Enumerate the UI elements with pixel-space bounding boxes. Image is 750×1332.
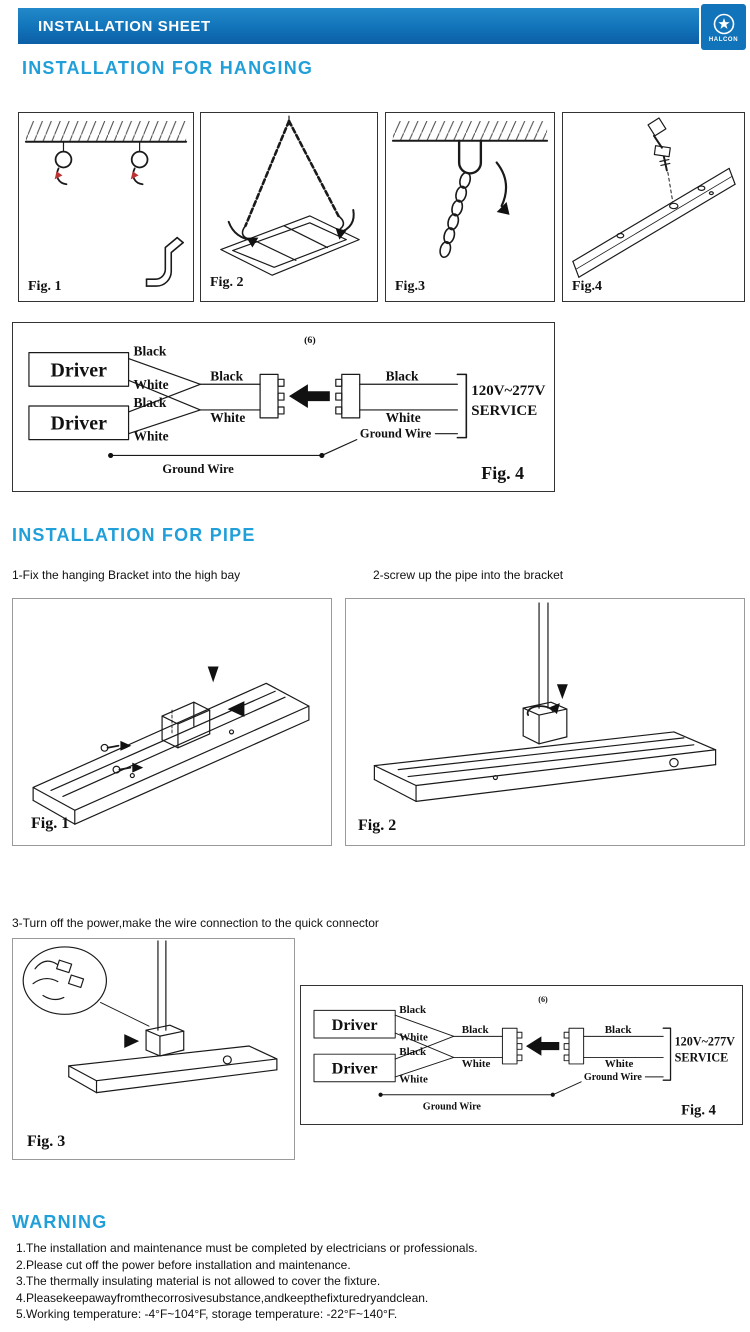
frame — [221, 216, 359, 275]
wire-label-white-2: White — [399, 1073, 428, 1086]
wire-label-black-2: Black — [133, 395, 167, 410]
pipe-bracket — [523, 702, 567, 744]
wire-label-black-right: Black — [604, 1024, 632, 1037]
connector-arrow — [289, 384, 330, 408]
wire-label-white-1: White — [399, 1031, 428, 1044]
wire-label-white-right: White — [604, 1058, 634, 1071]
hanging-fig3-box — [385, 112, 555, 302]
fig4-label: Fig.4 — [572, 279, 602, 294]
warning-heading: WARNING — [12, 1212, 108, 1232]
hanging-fig1-box — [18, 112, 194, 302]
wiring-note: (6) — [304, 334, 316, 346]
quick-connector — [260, 374, 360, 417]
eye-bolt-right — [131, 142, 148, 185]
bolt-assembly — [648, 118, 678, 209]
warning-item-3: 3.The thermally insulating material is not allowed to cover the fixture. — [16, 1274, 381, 1288]
service-brace — [457, 374, 466, 437]
pipe-fig2-drawing — [346, 599, 744, 845]
down-arrow — [557, 684, 568, 699]
rotate-arrow — [497, 163, 506, 206]
wire-label-black-1: Black — [399, 1003, 427, 1016]
wire-label-black-2: Black — [399, 1046, 427, 1058]
fig3-label: Fig.3 — [395, 279, 425, 294]
ground-wire-label-right: Ground Wire — [583, 1072, 642, 1084]
wire-label-white-1: White — [133, 377, 169, 393]
pipe-fig1-box — [12, 598, 332, 846]
driver-label-2: Driver — [331, 1059, 378, 1078]
wiring-diagram-top — [13, 323, 554, 491]
page-title: INSTALLATION SHEET — [38, 17, 211, 35]
hanging-fig2-box — [200, 112, 378, 302]
halcon-logo — [701, 4, 746, 50]
ceiling-hatch — [26, 121, 186, 142]
quick-connector — [502, 1028, 583, 1064]
wire-label-black-right: Black — [385, 368, 419, 384]
pipe — [539, 603, 548, 708]
side-arrow — [124, 1034, 139, 1048]
service-label: SERVICE — [471, 402, 538, 419]
header-bar — [18, 8, 699, 44]
wire-label-white-mid: White — [461, 1058, 491, 1071]
section-pipe-heading: INSTALLATION FOR PIPE — [12, 525, 256, 545]
pipe-step1-text: 1-Fix the hanging Bracket into the high bay — [12, 568, 241, 582]
eye-bolt-left — [55, 142, 72, 185]
fig1-label: Fig. 1 — [28, 279, 62, 294]
ground-wire-label-right: Ground Wire — [359, 426, 432, 441]
fig3-hook-chain-drawing — [386, 113, 554, 301]
warning-item-5: 5.Working temperature: -4°F~104°F, storage temperature: -22°F~140°F. — [16, 1307, 398, 1321]
wiring-note: (6) — [538, 995, 548, 1005]
service-voltage-label: 120V~277V — [674, 1034, 735, 1049]
warning-item-2: 2.Please cut off the power before installation and maintenance. — [16, 1257, 351, 1272]
chain-links — [438, 171, 471, 258]
warning-list — [16, 1240, 736, 1323]
wire-label-black-1: Black — [133, 343, 167, 359]
wire-label-white-2: White — [133, 428, 169, 444]
driver-label-1: Driver — [50, 359, 107, 382]
fig2-chain-frame-drawing — [201, 113, 377, 301]
pipe-fig1-drawing — [13, 599, 331, 845]
warning-item-4: 4.Pleasekeepawayfromthecorrosivesubstance,andkeepthefixturedryandclean. — [16, 1290, 429, 1305]
driver-label-1: Driver — [331, 1015, 378, 1034]
service-voltage-label: 120V~277V — [471, 383, 546, 400]
wire-label-white-mid: White — [210, 409, 246, 425]
fig4-rail-bolt-drawing — [563, 113, 744, 301]
mounting-screws — [101, 741, 143, 773]
section-hanging-heading: INSTALLATION FOR HANGING — [22, 58, 314, 78]
pipe-fig2-box — [345, 598, 745, 846]
ceiling-hatch — [393, 121, 547, 141]
pipe-step3-text: 3-Turn off the power,make the wire connection to the quick connector — [12, 916, 379, 930]
connector-arrow — [526, 1036, 559, 1055]
connector-detail-inset — [23, 947, 149, 1026]
service-label: SERVICE — [674, 1050, 729, 1065]
ground-wire-label-bottom: Ground Wire — [422, 1101, 481, 1113]
service-brace — [663, 1028, 670, 1080]
u-hook — [459, 141, 481, 174]
wiring-diagram-box-bottom — [300, 985, 743, 1125]
pipe-step2-text: 2-screw up the pipe into the bracket — [373, 568, 564, 582]
mounting-arrows — [208, 666, 245, 717]
wiring-fig-label: Fig. 4 — [481, 463, 525, 484]
pipe-fig3-label: Fig. 3 — [27, 1133, 66, 1150]
wiring-diagram-bottom — [301, 986, 742, 1124]
wire-label-black-mid: Black — [461, 1024, 489, 1037]
wiring-diagram-box-top — [12, 322, 555, 492]
pipe-fig2-label: Fig. 2 — [358, 817, 397, 834]
brand-text: HALCON — [708, 36, 739, 43]
hook-bracket — [147, 238, 184, 286]
star-circle-icon — [712, 12, 736, 36]
wiring-fig-label: Fig. 4 — [681, 1102, 717, 1119]
rail — [573, 168, 735, 277]
fig2-label: Fig. 2 — [210, 275, 244, 290]
pipe-fig3-drawing — [13, 939, 294, 1159]
highbay-fixture — [33, 683, 309, 824]
wire-label-black-mid: Black — [210, 368, 244, 384]
pipe — [158, 941, 166, 1030]
warning-item-1: 1.The installation and maintenance must be completed by electricians or professionals. — [16, 1241, 478, 1255]
wire-label-white-right: White — [385, 409, 421, 425]
driver-label-2: Driver — [50, 412, 107, 435]
pipe-fig3-box — [12, 938, 295, 1160]
pipe-fig1-label: Fig. 1 — [31, 815, 70, 832]
hanging-fig4-box — [562, 112, 745, 302]
ground-wire-label-bottom: Ground Wire — [162, 462, 234, 477]
pipe-bracket — [146, 1025, 184, 1056]
chain-right — [289, 121, 338, 216]
chain-left — [245, 121, 289, 226]
fig1-ceiling-hooks-drawing — [19, 113, 193, 301]
